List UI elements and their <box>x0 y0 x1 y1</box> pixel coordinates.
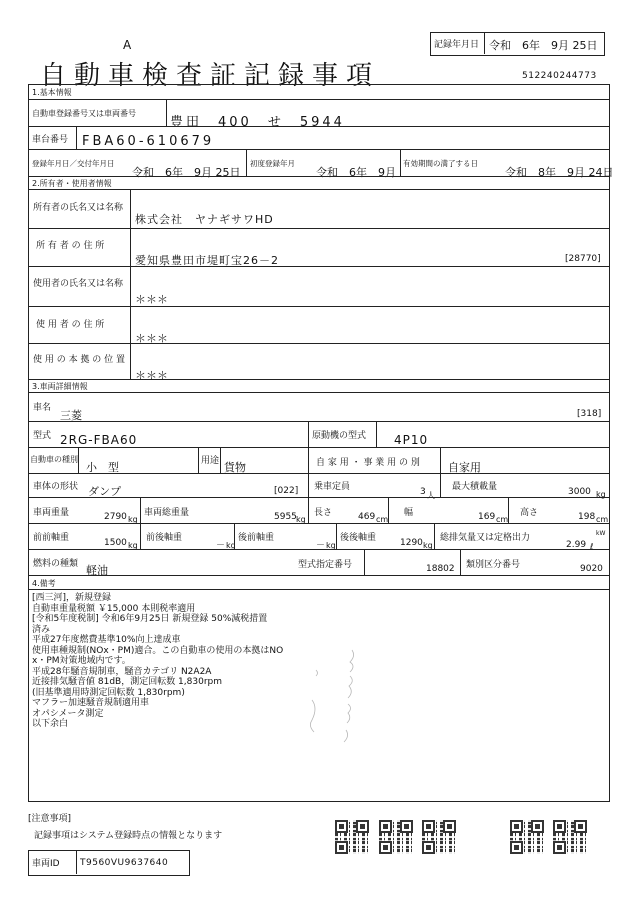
fuel-label: 燃料の種類 <box>33 559 79 569</box>
max-load-unit: kg <box>596 490 606 499</box>
pencil-scribble-icon <box>300 640 380 760</box>
maker-label: 車名 <box>33 403 52 413</box>
remark-line: x・PM対策地域内です。 <box>32 656 131 666</box>
displacement-value: 2.99 <box>566 540 587 550</box>
qr-code-icon <box>510 820 544 854</box>
max-load-label: 最大積載量 <box>452 482 498 492</box>
front-front-axle-label: 前前軸重 <box>33 533 70 543</box>
owner-name-label: 所有者の氏名又は名称 <box>33 203 124 213</box>
qr-code-icon <box>335 820 369 854</box>
rear-rear-axle-label: 後後軸重 <box>340 533 377 543</box>
designation-number-label: 型式指定番号 <box>298 560 353 570</box>
remark-line: マフラー加速騒音規制適用車 <box>32 698 150 708</box>
base-location-label: 使 用 の 本 拠 の 位 置 <box>33 355 126 365</box>
vehicle-kind-value: 小 型 <box>86 461 119 474</box>
capacity-value: 3 <box>420 487 426 497</box>
displacement-unit: ℓ <box>590 542 594 551</box>
front-rear-axle-label: 前後軸重 <box>146 533 183 543</box>
expiry-date-value: 令和 8年 9月 24日 <box>505 166 614 179</box>
section-owner-heading: 2.所有者・使用者情報 <box>32 179 112 188</box>
private-business-value: 自家用 <box>448 461 481 474</box>
length-label: 長さ <box>314 508 333 518</box>
front-front-axle-unit: kg <box>128 541 138 550</box>
qr-code-icon <box>553 820 587 854</box>
chassis-number-label: 車台番号 <box>32 135 69 145</box>
gross-weight-unit: kg <box>296 515 306 524</box>
engine-value: 4P10 <box>394 433 429 447</box>
front-rear-axle-unit: kg <box>226 541 236 550</box>
record-date-value: 令和 6年 9月 25日 <box>489 39 598 52</box>
use-label: 用途 <box>201 456 220 466</box>
front-rear-axle-value: － <box>216 541 226 551</box>
user-name-value: ＊＊＊ <box>135 293 168 306</box>
section-basic-heading: 1.基本情報 <box>32 88 72 97</box>
vehicle-kind-label: 自動車の種別 <box>30 455 78 464</box>
notes-text: 記録事項はシステム登録時点の情報となります <box>34 831 223 841</box>
body-shape-value: ダンプ <box>88 485 122 498</box>
width-unit: cm <box>496 515 509 524</box>
displacement-unit-kw: kW <box>596 530 606 537</box>
capacity-unit: 人 <box>427 491 435 500</box>
user-name-label: 使用者の氏名又は名称 <box>33 279 124 289</box>
classification-value: 9020 <box>580 564 603 574</box>
user-address-label: 使 用 者 の 住 所 <box>36 320 105 330</box>
max-load-value: 3000 <box>568 487 591 497</box>
use-value: 貨物 <box>224 461 246 474</box>
length-unit: cm <box>376 515 389 524</box>
rear-front-axle-unit: kg <box>326 541 336 550</box>
height-unit: cm <box>596 515 609 524</box>
classification-label: 類別区分番号 <box>466 560 521 570</box>
document-number: 512240244773 <box>522 71 597 81</box>
fuel-value: 軽油 <box>86 564 108 577</box>
remark-line: 以下余白 <box>32 719 69 729</box>
front-front-axle-value: 1500 <box>104 538 127 548</box>
width-value: 169 <box>478 512 496 522</box>
remark-line: オパシメータ測定 <box>32 708 104 719</box>
registration-date-label: 登録年月日／交付年月日 <box>32 159 115 168</box>
model-value: 2RG-FBA60 <box>60 433 138 447</box>
first-registration-value: 令和 6年 9月 <box>316 166 396 179</box>
width-label: 幅 <box>404 508 414 518</box>
height-value: 198 <box>578 512 596 522</box>
section-remarks-heading: 4.備考 <box>32 579 56 588</box>
remark-line: 平成28年騒音規制車，騒音カテゴリ N2A2A <box>32 666 212 677</box>
vehicle-id-value: T9560VU9637640 <box>80 858 169 868</box>
private-business-label: 自 家 用 ・ 事 業 用 の 別 <box>316 458 420 468</box>
remark-line: [西三河]，新規登録 <box>32 593 112 603</box>
section-vehicle-heading: 3.車両詳細情報 <box>32 382 88 391</box>
body-shape-label: 車体の形状 <box>33 482 79 492</box>
first-registration-label: 初度登録年月 <box>250 159 295 168</box>
gross-weight-label: 車両総重量 <box>144 508 190 518</box>
expiry-date-label: 有効期間の満了する日 <box>403 159 478 168</box>
owner-address-value: 愛知県豊田市堤町宝26－2 <box>135 254 279 267</box>
remark-line: 自動車重量税額 ￥15,000 本則税率適用 <box>32 603 196 614</box>
remark-line: (旧基準適用時測定回転数 1,830rpm) <box>32 687 185 698</box>
gross-weight-value: 5955 <box>274 512 297 522</box>
maker-code: [318] <box>577 409 602 419</box>
owner-address-code: [28770] <box>565 254 601 264</box>
remarks-block <box>32 593 283 730</box>
vehicle-weight-label: 車両重量 <box>33 508 70 518</box>
vehicle-weight-unit: kg <box>128 515 138 524</box>
vehicle-id-label: 車両ID <box>32 859 60 869</box>
base-location-value: ＊＊＊ <box>135 369 168 382</box>
notes-heading: [注意事項] <box>28 814 72 824</box>
displacement-label: 総排気量又は定格出力 <box>440 533 531 543</box>
model-label: 型式 <box>33 431 52 441</box>
chassis-number-value: FBA60-610679 <box>82 134 215 149</box>
record-date-label: 記録年月日 <box>434 40 480 50</box>
capacity-label: 乗車定員 <box>314 482 351 492</box>
height-label: 高さ <box>520 508 539 518</box>
qr-code-icon <box>422 820 456 854</box>
length-value: 469 <box>358 512 376 522</box>
rear-rear-axle-unit: kg <box>423 541 433 550</box>
owner-address-label: 所 有 者 の 住 所 <box>36 241 105 251</box>
page-title: 自動車検査証記録事項 <box>40 61 381 91</box>
registration-date-value: 令和 6年 9月 25日 <box>132 166 241 179</box>
engine-label: 原動機の型式 <box>312 431 367 441</box>
body-shape-code: [022] <box>274 486 299 496</box>
rear-front-axle-value: － <box>316 541 326 551</box>
designation-number-value: 18802 <box>426 564 455 574</box>
vehicle-weight-value: 2790 <box>104 512 127 522</box>
remark-line: 使用車種規制(NOx・PM)適合。この自動車の使用の本拠はNO <box>32 645 284 656</box>
rear-rear-axle-value: 1290 <box>400 538 423 548</box>
remark-line: 近接排気騒音値 81dB，測定回転数 1,830rpm <box>32 677 223 687</box>
remark-line: 平成27年度燃費基準10%向上達成車 <box>32 635 181 645</box>
qr-code-icon <box>379 820 413 854</box>
owner-name-value: 株式会社 ヤナギサワHD <box>135 213 274 226</box>
registration-number-value: 豊田 400 せ 5944 <box>170 115 345 130</box>
document-mark: A <box>123 38 132 52</box>
rear-front-axle-label: 後前軸重 <box>238 533 275 543</box>
user-address-value: ＊＊＊ <box>135 332 168 345</box>
maker-value: 三菱 <box>60 409 82 422</box>
registration-number-label: 自動車登録番号又は車両番号 <box>32 109 136 118</box>
remark-line: 済み <box>32 624 51 635</box>
remark-line: [令和5年度税制] 令和6年9月25日 新規登録 50%減税措置 <box>32 614 268 624</box>
